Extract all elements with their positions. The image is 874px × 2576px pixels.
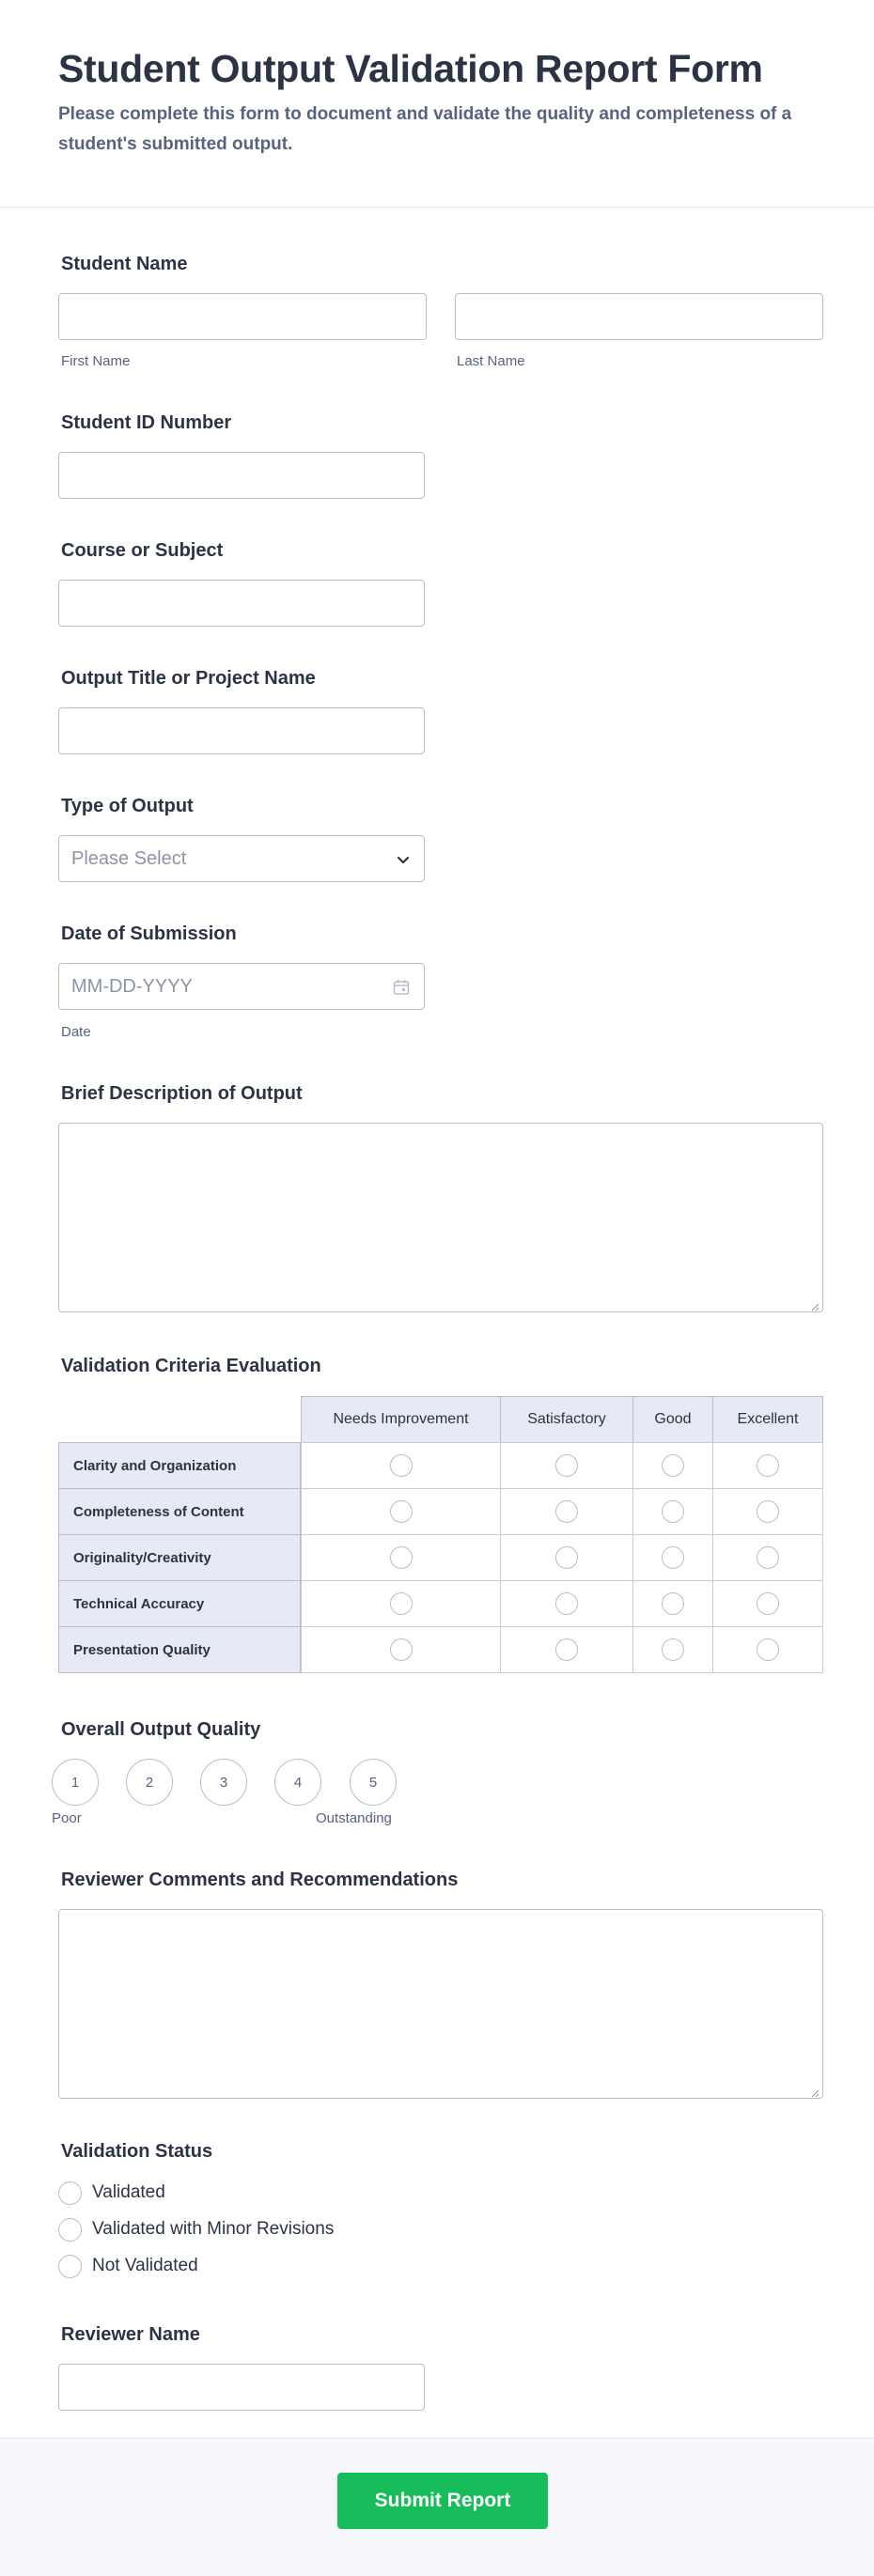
matrix-row-label: Clarity and Organization: [58, 1442, 301, 1489]
status-option-validated[interactable]: [58, 2180, 165, 2206]
matrix-radio[interactable]: [390, 1546, 413, 1569]
matrix-radio[interactable]: [390, 1592, 413, 1615]
resize-grip-icon[interactable]: [810, 2086, 819, 2095]
last-name-sublabel: Last Name: [457, 353, 525, 369]
matrix-radio[interactable]: [757, 1454, 779, 1477]
status-option-not-validated[interactable]: [58, 2253, 198, 2279]
matrix-row-label: Completeness of Content: [58, 1488, 301, 1535]
matrix-row-label: Originality/Creativity: [58, 1534, 301, 1581]
matrix-radio[interactable]: [555, 1546, 578, 1569]
matrix-cell[interactable]: [632, 1442, 713, 1489]
matrix-column-header: Excellent: [712, 1396, 823, 1443]
output-type-placeholder: Please Select: [71, 848, 187, 869]
matrix-cell[interactable]: [712, 1442, 823, 1489]
matrix-row-label: Technical Accuracy: [58, 1580, 301, 1627]
output-title-input[interactable]: [58, 707, 425, 754]
quality-low-label: Poor: [52, 1810, 82, 1826]
quality-high-label: Outstanding: [316, 1810, 392, 1826]
matrix-cell[interactable]: [712, 1488, 823, 1535]
status-radio[interactable]: [58, 2181, 82, 2205]
status-radio[interactable]: [58, 2218, 82, 2242]
matrix-cell[interactable]: [301, 1580, 501, 1627]
matrix-cell[interactable]: [712, 1534, 823, 1581]
status-option-label: Not Validated: [92, 2256, 198, 2275]
quality-option-4[interactable]: 4: [274, 1759, 321, 1806]
status-option-label: Validated with Minor Revisions: [92, 2219, 335, 2239]
submit-button[interactable]: Submit Report: [337, 2473, 548, 2529]
matrix-cell[interactable]: [500, 1488, 633, 1535]
matrix-radio[interactable]: [662, 1546, 684, 1569]
matrix-cell[interactable]: [301, 1488, 501, 1535]
submission-date-label: Date of Submission: [61, 923, 237, 944]
quality-option-2[interactable]: 2: [126, 1759, 173, 1806]
course-label: Course or Subject: [61, 540, 224, 561]
calendar-icon[interactable]: [392, 978, 411, 997]
matrix-radio[interactable]: [555, 1592, 578, 1615]
form-description: Please complete this form to document and validate the quality and completeness of a student's submitted output.: [58, 104, 792, 154]
form-title: Student Output Validation Report Form: [58, 47, 763, 90]
quality-option-5[interactable]: 5: [350, 1759, 397, 1806]
first-name-sublabel: First Name: [61, 353, 131, 369]
matrix-radio[interactable]: [390, 1454, 413, 1477]
matrix-cell[interactable]: [500, 1442, 633, 1489]
student-id-label: Student ID Number: [61, 412, 232, 433]
matrix-radio[interactable]: [662, 1592, 684, 1615]
status-radio[interactable]: [58, 2255, 82, 2278]
resize-grip-icon[interactable]: [810, 1299, 819, 1309]
submission-date-placeholder: MM-DD-YYYY: [71, 976, 193, 997]
output-title-label: Output Title or Project Name: [61, 668, 316, 689]
comments-textarea[interactable]: [58, 1909, 823, 2099]
student-name-label: Student Name: [61, 254, 188, 274]
course-input[interactable]: [58, 580, 425, 627]
matrix-radio[interactable]: [555, 1638, 578, 1661]
matrix-radio[interactable]: [555, 1500, 578, 1523]
matrix-cell[interactable]: [632, 1626, 713, 1673]
form-footer: [0, 2438, 874, 2576]
matrix-cell[interactable]: [632, 1488, 713, 1535]
output-type-label: Type of Output: [61, 796, 194, 816]
description-textarea[interactable]: [58, 1123, 823, 1312]
reviewer-name-label: Reviewer Name: [61, 2324, 200, 2345]
matrix-row-label: Presentation Quality: [58, 1626, 301, 1673]
reviewer-name-input[interactable]: [58, 2364, 425, 2411]
matrix-radio[interactable]: [555, 1454, 578, 1477]
matrix-radio[interactable]: [757, 1546, 779, 1569]
comments-label: Reviewer Comments and Recommendations: [61, 1870, 459, 1890]
matrix-radio[interactable]: [662, 1638, 684, 1661]
matrix-radio[interactable]: [662, 1454, 684, 1477]
first-name-input[interactable]: [58, 293, 427, 340]
status-option-label: Validated: [92, 2182, 165, 2202]
matrix-cell[interactable]: [500, 1626, 633, 1673]
criteria-label: Validation Criteria Evaluation: [61, 1356, 321, 1376]
last-name-input[interactable]: [455, 293, 823, 340]
matrix-cell[interactable]: [500, 1534, 633, 1581]
quality-option-3[interactable]: 3: [200, 1759, 247, 1806]
criteria-matrix: [58, 1396, 823, 1676]
matrix-cell[interactable]: [632, 1580, 713, 1627]
submission-date-sublabel: Date: [61, 1024, 91, 1040]
matrix-column-header: Satisfactory: [500, 1396, 633, 1443]
status-label: Validation Status: [61, 2141, 213, 2162]
matrix-cell[interactable]: [301, 1626, 501, 1673]
form-header: [0, 0, 874, 208]
matrix-cell[interactable]: [712, 1626, 823, 1673]
matrix-radio[interactable]: [662, 1500, 684, 1523]
chevron-down-icon: [396, 852, 411, 867]
description-label: Brief Description of Output: [61, 1083, 303, 1104]
status-option-minor-revisions[interactable]: [58, 2216, 334, 2242]
matrix-cell[interactable]: [301, 1534, 501, 1581]
matrix-column-header: Needs Improvement: [301, 1396, 501, 1443]
matrix-cell[interactable]: [712, 1580, 823, 1627]
matrix-radio[interactable]: [390, 1638, 413, 1661]
matrix-radio[interactable]: [757, 1638, 779, 1661]
matrix-radio[interactable]: [757, 1500, 779, 1523]
student-id-input[interactable]: [58, 452, 425, 499]
matrix-column-header: Good: [632, 1396, 713, 1443]
matrix-radio[interactable]: [390, 1500, 413, 1523]
matrix-radio[interactable]: [757, 1592, 779, 1615]
matrix-cell[interactable]: [632, 1534, 713, 1581]
matrix-cell[interactable]: [301, 1442, 501, 1489]
submission-date-input[interactable]: [58, 963, 425, 1010]
quality-option-1[interactable]: 1: [52, 1759, 99, 1806]
matrix-cell[interactable]: [500, 1580, 633, 1627]
output-type-select[interactable]: [58, 835, 425, 882]
quality-label: Overall Output Quality: [61, 1719, 261, 1740]
